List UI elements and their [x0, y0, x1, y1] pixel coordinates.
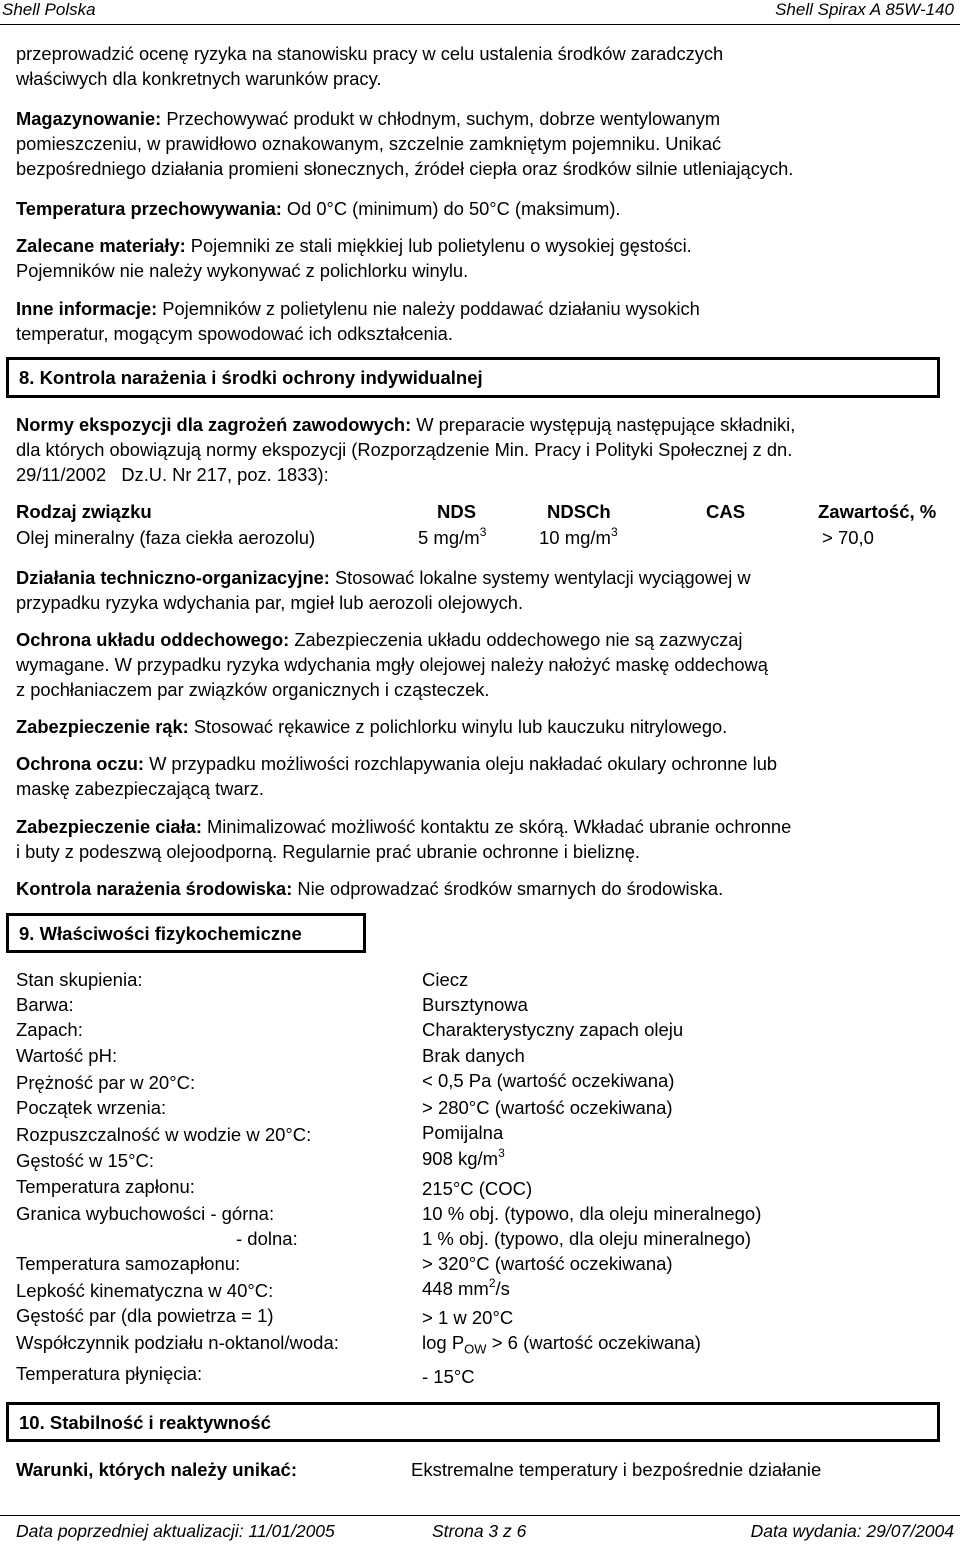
col-header-cas: CAS [706, 501, 746, 522]
env-line [16, 876, 956, 902]
cell-content: > 70,0 [822, 527, 874, 548]
footer-issue-date: Data wydania: 29/07/2004 [750, 1521, 954, 1541]
storage-label: Magazynowanie: [16, 108, 162, 129]
norms-line-2: dla których obowiązują normy ekspozycji (Rozporządzenie Min. Pracy i Polityki Społecznej z dn. [16, 439, 793, 460]
prop-value: Brak danych [422, 1045, 525, 1066]
prop-label: - dolna: [236, 1228, 298, 1249]
resp-text-1: Zabezpieczenia układu oddechowego nie są zazwyczaj [289, 629, 743, 650]
storage-temp-text: Od 0°C (minimum) do 50°C (maksimum). [281, 198, 621, 219]
other-line-1 [16, 296, 956, 322]
prop-value: Bursztynowa [422, 994, 528, 1015]
cell-nds [418, 527, 486, 549]
tech-label: Działania techniczno-organizacyjne: [16, 567, 330, 588]
materials-label: Zalecane materiały: [16, 235, 186, 256]
other-text-1: Pojemników z polietylenu nie należy poddawać działaniu wysokich [157, 298, 700, 319]
cell-ndsch [539, 527, 618, 549]
tech-line-1 [16, 565, 956, 591]
avoid-value: Ekstremalne temperatury i bezpośrednie działanie [411, 1459, 822, 1480]
prop-value [422, 1148, 505, 1170]
prop-value [422, 1332, 701, 1357]
prop-label: Temperatura zapłonu: [16, 1176, 195, 1197]
storage-line-3: bezpośredniego działania promieni słonecznych, źródeł ciepła oraz środków silnie utleniających. [16, 158, 794, 179]
header-product: Shell Spirax A 85W-140 [775, 0, 954, 19]
section-9-title: 9. Właściwości fizykochemiczne [19, 923, 302, 944]
prop-label: Współczynnik podziału n-oktanol/woda: [16, 1332, 339, 1353]
hands-line [16, 714, 956, 740]
col-header-compound: Rodzaj związku [16, 501, 152, 522]
cell-nds-value: 5 mg/m [418, 527, 480, 548]
prop-value: 215°C (COC) [422, 1178, 533, 1199]
partition-subscript: OW [464, 1341, 487, 1357]
section-10-title: 10. Stabilność i reaktywność [19, 1412, 271, 1433]
hands-text: Stosować rękawice z polichlorku winylu lub kauczuku nitrylowego. [188, 716, 728, 737]
norms-text-1: W preparacie występują następujące składniki, [411, 414, 796, 435]
prop-value: Pomijalna [422, 1122, 504, 1143]
page-header [0, 0, 960, 22]
prop-label: Temperatura samozapłonu: [16, 1253, 241, 1274]
storage-text-1: Przechowywać produkt w chłodnym, suchym, dobrze wentylowanym [161, 108, 721, 129]
hands-label: Zabezpieczenie rąk: [16, 716, 189, 737]
tech-text-1: Stosować lokalne systemy wentylacji wyciągowej w [329, 567, 751, 588]
materials-text-1: Pojemniki ze stali miękkiej lub polietylenu o wysokiej gęstości. [185, 235, 692, 256]
prop-label: Granica wybuchowości - górna: [16, 1203, 275, 1224]
partition-value: log P [422, 1332, 465, 1353]
prop-value [422, 1278, 510, 1300]
other-label: Inne informacje: [16, 298, 158, 319]
header-company: Shell Polska [2, 0, 96, 19]
norms-label: Normy ekspozycji dla zagrożeń zawodowych: [16, 414, 412, 435]
eyes-line-1 [16, 751, 956, 777]
section-8-heading [6, 357, 940, 398]
intro-line-2: właściwych dla konkretnych warunków pracy. [16, 68, 382, 89]
section-10-heading [6, 1402, 940, 1442]
other-line-2: temperatur, mogącym spowodować ich odkształcenia. [16, 323, 453, 344]
prop-label: Wartość pH: [16, 1045, 118, 1066]
footer-previous-update: Data poprzedniej aktualizacji: 11/01/2005 [16, 1521, 335, 1541]
section-9-heading [6, 913, 366, 953]
prop-value: 1 % obj. (typowo, dla oleju mineralnego) [422, 1228, 752, 1249]
storage-line-1 [16, 106, 956, 132]
cell-ndsch-value: 10 mg/m [539, 527, 611, 548]
norms-line-1 [16, 412, 956, 438]
viscosity-unit-tail: /s [495, 1278, 510, 1299]
prop-value: < 0,5 Pa (wartość oczekiwana) [422, 1070, 675, 1091]
body-text-1: Minimalizować możliwość kontaktu ze skórą. Wkładać ubranie ochronne [201, 816, 792, 837]
col-header-nds: NDS [437, 501, 477, 522]
viscosity-exponent: 2 [488, 1276, 496, 1290]
header-divider [0, 24, 960, 25]
prop-label: Zapach: [16, 1019, 83, 1040]
prop-label: Gęstość par (dla powietrza = 1) [16, 1305, 274, 1326]
resp-line-3: z pochłaniaczem par związków organicznych i cząsteczek. [16, 679, 490, 700]
viscosity-value: 448 mm [422, 1278, 489, 1299]
body-label: Zabezpieczenie ciała: [16, 816, 202, 837]
prop-label: Lepkość kinematyczna w 40°C: [16, 1280, 274, 1301]
materials-line-1 [16, 233, 956, 259]
col-header-content: Zawartość, % [818, 501, 937, 522]
prop-value: Ciecz [422, 969, 469, 990]
norms-line-3: 29/11/2002 Dz.U. Nr 217, poz. 1833): [16, 464, 329, 485]
eyes-text-1: W przypadku możliwości rozchlapywania oleju nakładać okulary ochronne lub [143, 753, 778, 774]
resp-label: Ochrona układu oddechowego: [16, 629, 290, 650]
eyes-line-2: maskę zabezpieczającą twarz. [16, 778, 264, 799]
prop-value: - 15°C [422, 1366, 475, 1387]
density-value: 908 kg/m [422, 1148, 499, 1169]
body-line-2: i buty z podeszwą olejoodporną. Regularnie prać ubranie ochronne i bieliznę. [16, 841, 640, 862]
prop-label: Prężność par w 20°C: [16, 1072, 196, 1093]
storage-temp-label: Temperatura przechowywania: [16, 198, 282, 219]
materials-line-2: Pojemników nie należy wykonywać z polichlorku winylu. [16, 260, 469, 281]
resp-line-1 [16, 627, 956, 653]
footer-divider [0, 1515, 960, 1516]
section-8-title: 8. Kontrola narażenia i środki ochrony indywidualnej [19, 367, 483, 388]
prop-value: Charakterystyczny zapach oleju [422, 1019, 684, 1040]
env-label: Kontrola narażenia środowiska: [16, 878, 293, 899]
storage-line-2: pomieszczeniu, w prawidłowo oznakowanym, szczelnie zamkniętym pojemniku. Unikać [16, 133, 722, 154]
eyes-label: Ochrona oczu: [16, 753, 144, 774]
prop-label: Początek wrzenia: [16, 1097, 167, 1118]
density-exponent: 3 [498, 1146, 505, 1160]
cell-nds-exponent: 3 [479, 525, 487, 539]
prop-value: > 1 w 20°C [422, 1307, 514, 1328]
col-header-ndsch: NDSCh [547, 501, 611, 522]
prop-value: 10 % obj. (typowo, dla oleju mineralnego) [422, 1203, 762, 1224]
prop-value: > 320°C (wartość oczekiwana) [422, 1253, 673, 1274]
footer-page-number: Strona 3 z 6 [432, 1521, 527, 1541]
env-text: Nie odprowadzać środków smarnych do środowiska. [292, 878, 724, 899]
prop-label: Rozpuszczalność w wodzie w 20°C: [16, 1124, 312, 1145]
resp-line-2: wymagane. W przypadku ryzyka wdychania mgły olejowej należy nałożyć maskę oddechową [16, 654, 768, 675]
prop-label: Temperatura płynięcia: [16, 1363, 203, 1384]
prop-label: Gęstość w 15°C: [16, 1150, 154, 1171]
prop-label: Stan skupienia: [16, 969, 143, 990]
storage-temp [16, 196, 956, 222]
body-line-1 [16, 814, 956, 840]
avoid-label: Warunki, których należy unikać: [16, 1459, 298, 1480]
cell-ndsch-exponent: 3 [610, 525, 618, 539]
tech-line-2: przypadku ryzyka wdychania par, mgieł lub aerozoli olejowych. [16, 592, 524, 613]
cell-compound: Olej mineralny (faza ciekła aerozolu) [16, 527, 316, 548]
intro-line-1: przeprowadzić ocenę ryzyka na stanowisku pracy w celu ustalenia środków zaradczych [16, 43, 724, 64]
prop-value: > 280°C (wartość oczekiwana) [422, 1097, 673, 1118]
prop-label: Barwa: [16, 994, 74, 1015]
partition-tail: > 6 (wartość oczekiwana) [486, 1332, 701, 1353]
